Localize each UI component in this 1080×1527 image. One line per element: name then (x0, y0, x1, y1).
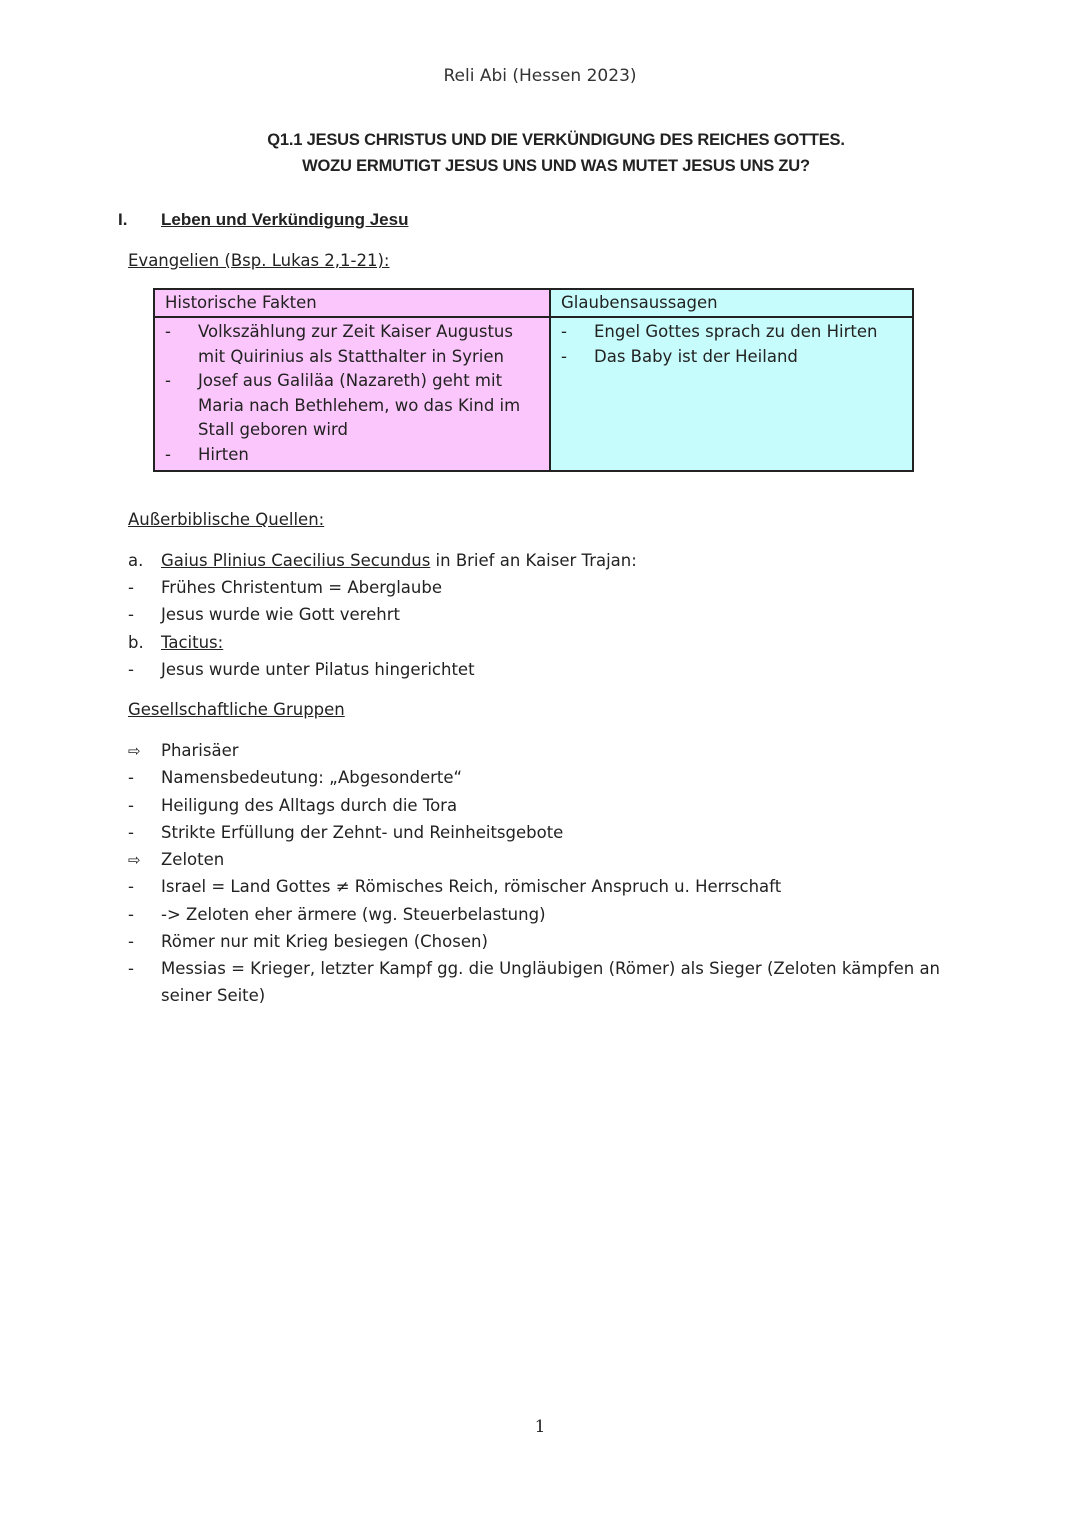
list-item (128, 930, 488, 954)
list-item (128, 875, 781, 899)
source-name: Tacitus: (161, 633, 224, 652)
table-header-faith: Glaubensaussagen (550, 289, 913, 317)
table-header-row (154, 289, 913, 317)
list-item-text: Namensbedeutung: „Abgesonderte“ (161, 768, 463, 787)
list-item (128, 821, 563, 845)
groups-heading: Gesellschaftliche Gruppen (128, 700, 345, 719)
bullet: - (128, 660, 134, 679)
list-item-text: Römer nur mit Krieg besiegen (Chosen) (161, 932, 488, 951)
list-item-text: Frühes Christentum = Aberglaube (161, 578, 442, 597)
list-item-text: Strikte Erfüllung der Zehnt- und Reinheitsgebote (161, 823, 564, 842)
document-title-line-2: WOZU ERMUTIGT JESUS UNS UND WAS MUTET JESUS UNS ZU? (302, 157, 810, 175)
bullet: - (128, 823, 134, 842)
group-name: Pharisäer (161, 741, 239, 760)
list-item (128, 631, 223, 655)
bullet: - (128, 605, 134, 624)
arrow-right-icon: ⇨ (128, 851, 141, 869)
page-header: Reli Abi (Hessen 2023) (443, 66, 637, 86)
list-item: - Hirten (155, 443, 543, 468)
list-item: - Das Baby ist der Heiland (551, 345, 906, 370)
document-title-line-1: Q1.1 JESUS CHRISTUS UND DIE VERKÜNDIGUNG DES REICHES GOTTES. (267, 131, 845, 149)
list-item: - Josef aus Galiläa (Nazareth) geht mit Maria nach Bethlehem, wo das Kind im Stall geboren wird (155, 369, 543, 443)
list-marker: b. (128, 633, 144, 652)
list-item (128, 576, 442, 600)
list-item: - Volkszählung zur Zeit Kaiser Augustus mit Quirinius als Statthalter in Syrien (155, 320, 543, 369)
list-item (128, 739, 239, 763)
source-name: Gaius Plinius Caecilius Secundus (161, 551, 431, 570)
list-item-continuation (128, 984, 265, 1008)
list-item-text: Messias = Krieger, letzter Kampf gg. die Ungläubigen (Römer) als Sieger (Zeloten kämpfen an (161, 959, 941, 978)
list-item: - Engel Gottes sprach zu den Hirten (551, 320, 906, 345)
list-item-text: Jesus wurde wie Gott verehrt (161, 605, 400, 624)
list-item (128, 957, 940, 981)
bullet: - (128, 959, 134, 978)
historical-facts-cell (154, 317, 550, 471)
bullet: - (128, 877, 134, 896)
list-item-text: Heiligung des Alltags durch die Tora (161, 796, 458, 815)
bullet: - (128, 768, 134, 787)
list-item (128, 549, 637, 573)
list-item (128, 766, 462, 790)
page-number: 1 (534, 1417, 546, 1437)
table-row (154, 317, 913, 471)
faith-statements-cell (550, 317, 913, 471)
list-item (128, 903, 546, 927)
section-numeral: I. (118, 210, 128, 229)
list-item-text: seiner Seite) (161, 986, 266, 1005)
group-name: Zeloten (161, 850, 225, 869)
bullet: - (128, 796, 134, 815)
bullet: - (128, 932, 134, 951)
list-item (128, 848, 224, 872)
list-item-text: Israel = Land Gottes ≠ Römisches Reich, römischer Anspruch u. Herrschaft (161, 877, 782, 896)
facts-table (153, 288, 914, 472)
list-item-text: Jesus wurde unter Pilatus hingerichtet (161, 660, 475, 679)
extra-sources-heading: Außerbiblische Quellen: (128, 510, 325, 529)
section-heading: Leben und Verkündigung Jesu (161, 210, 409, 229)
list-item (128, 658, 475, 682)
list-marker: a. (128, 551, 144, 570)
list-item-text: -> Zeloten eher ärmere (wg. Steuerbelastung) (161, 905, 546, 924)
source-description: in Brief an Kaiser Trajan: (430, 551, 637, 570)
arrow-right-icon: ⇨ (128, 742, 141, 760)
bullet: - (128, 578, 134, 597)
bullet: - (128, 905, 134, 924)
table-header-historical: Historische Fakten (154, 289, 550, 317)
list-item (128, 794, 457, 818)
gospels-heading: Evangelien (Bsp. Lukas 2,1-21): (128, 251, 390, 270)
list-item (128, 603, 400, 627)
